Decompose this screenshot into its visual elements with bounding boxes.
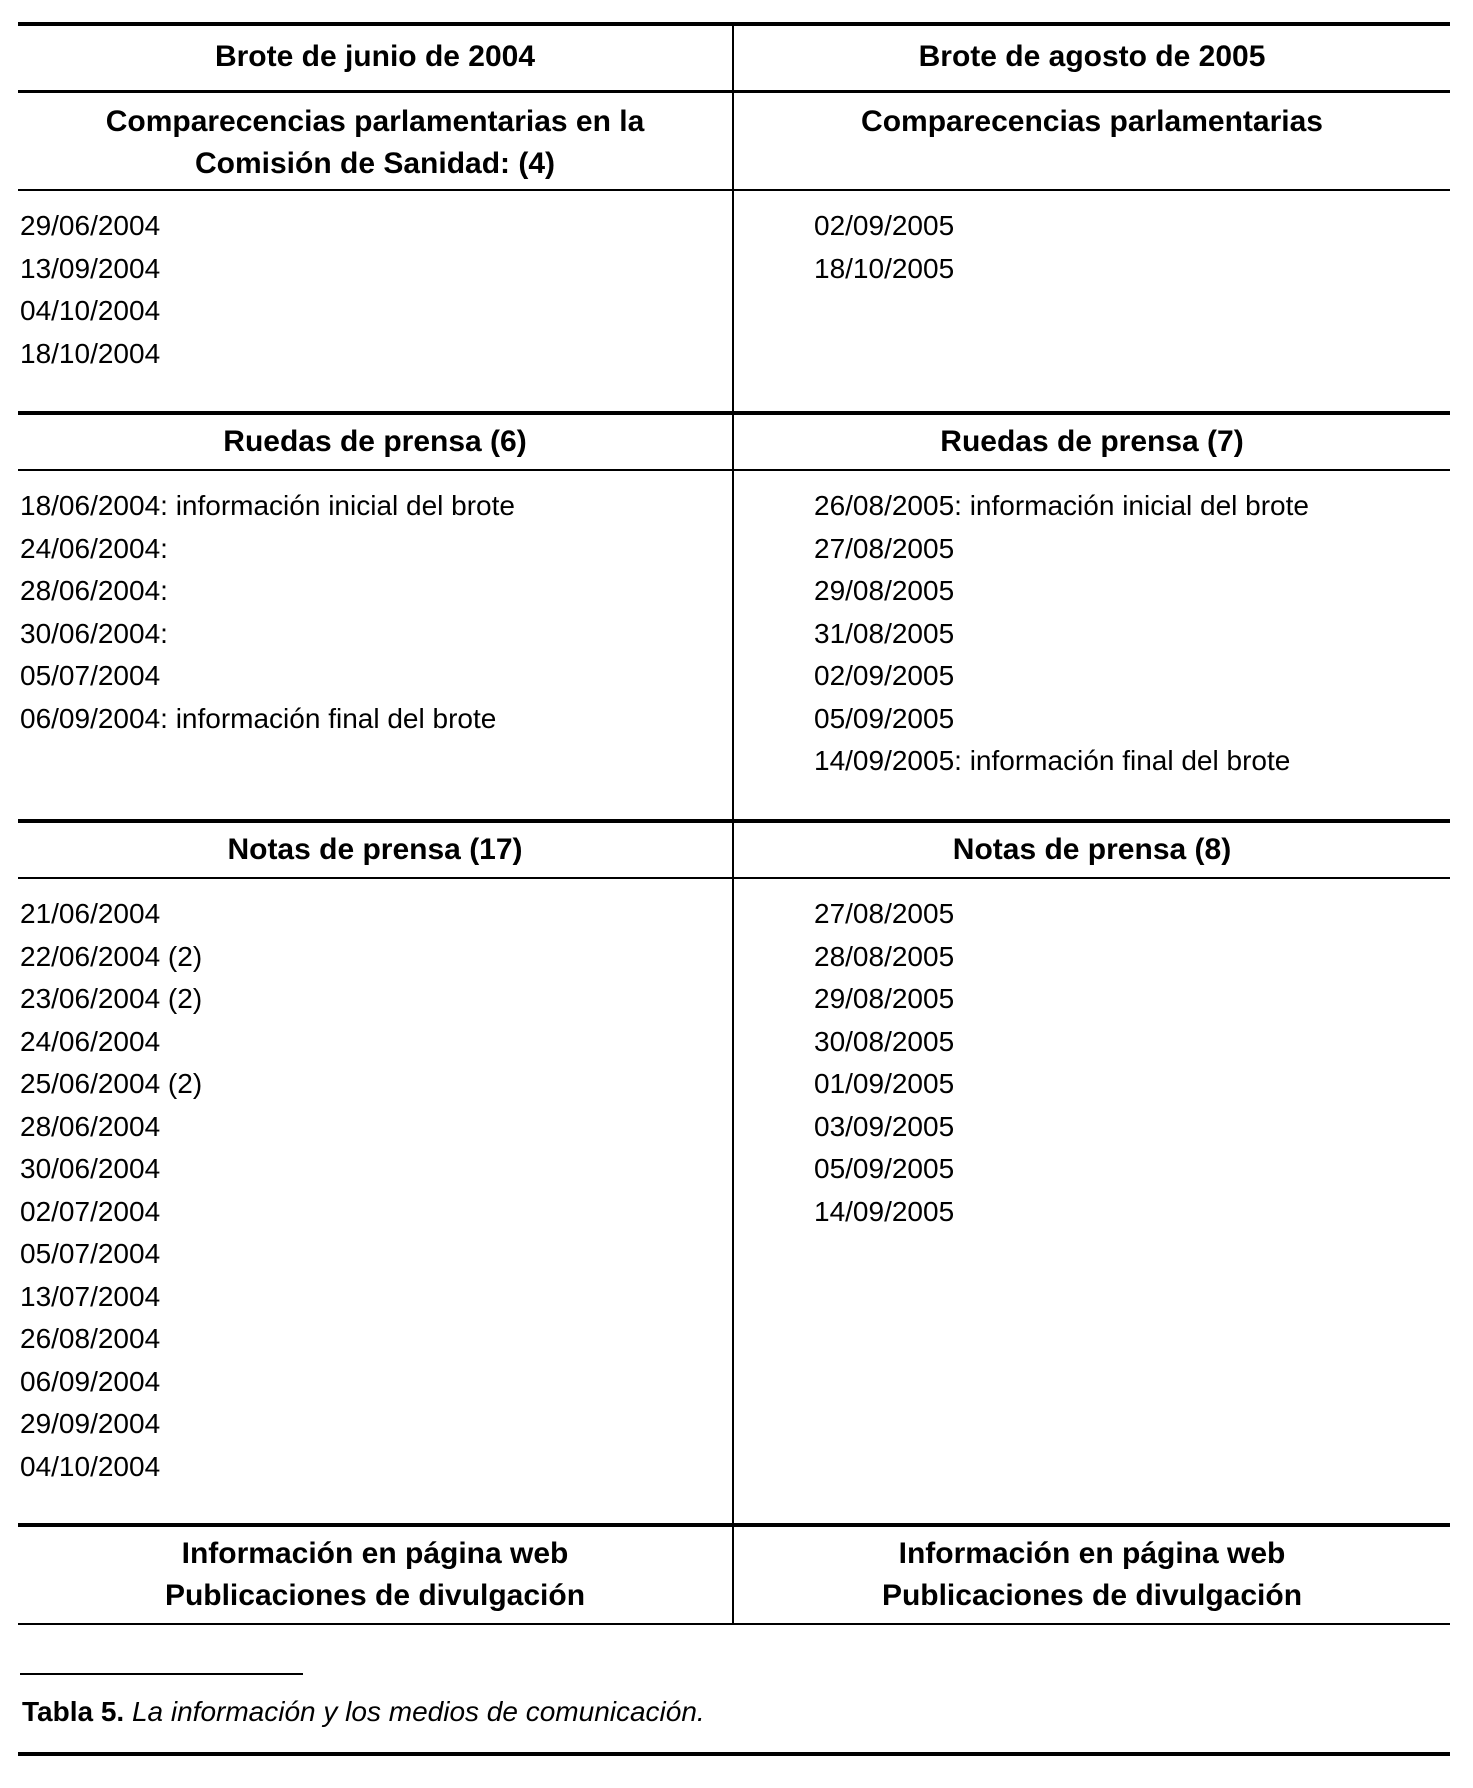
list-item: 30/08/2005 [814, 1025, 955, 1057]
list-item: 14/09/2005: información final del brote [814, 745, 1291, 776]
section-title-comparecencias-2004 [18, 93, 734, 189]
section-title-comparecencias-2005 [734, 93, 1450, 189]
section-title-notas-2004: Notas de prensa (17) [18, 823, 734, 877]
list-item: 06/09/2004: información final del brote [20, 702, 497, 734]
footer-row [18, 1527, 1450, 1625]
list-ruedas-2005 [734, 471, 1450, 819]
list-item: 29/08/2005 [814, 575, 955, 606]
section-title-row-notas [18, 823, 1450, 879]
list-item: 29/06/2004 [20, 210, 161, 241]
caption-text: La información y los medios de comunicación. [131, 1696, 705, 1727]
list-notas-2005 [734, 879, 1450, 1523]
list-item: 01/09/2005 [814, 1068, 955, 1099]
section-body-row-notas [18, 879, 1450, 1527]
list-item: 02/07/2004 [20, 1195, 161, 1227]
list-item: 14/09/2005 [814, 1195, 955, 1227]
list-item: 05/09/2005 [814, 702, 955, 734]
list-item: 02/09/2005 [814, 210, 955, 241]
list-item: 26/08/2005: información inicial del brote [814, 490, 1309, 521]
footer-line: Publicaciones de divulgación [881, 1579, 1303, 1612]
list-item: 18/10/2005 [814, 252, 955, 284]
list-item: 05/07/2004 [20, 660, 161, 691]
header-2005: Brote de agosto de 2005 [918, 40, 1266, 73]
list-comparecencias-2005 [734, 191, 1450, 411]
list-item: 29/08/2005 [814, 983, 955, 1014]
list-item: 05/07/2004 [20, 1238, 161, 1269]
section-title-ruedas-2004: Ruedas de prensa (6) [18, 415, 734, 469]
list-item: 13/09/2004 [20, 252, 161, 284]
section-body-row-comparecencias [18, 191, 1450, 415]
list-item: 24/06/2004 [20, 1025, 161, 1057]
list-comparecencias-2004 [18, 191, 734, 411]
section-title-row-comparecencias [18, 93, 1450, 191]
table-header-row [18, 26, 1450, 93]
section-body-row-ruedas [18, 471, 1450, 823]
table-caption [22, 1692, 705, 1732]
list-item: 28/08/2005 [814, 940, 955, 972]
list-ruedas-2004 [18, 471, 734, 819]
list-item: 22/06/2004 (2) [20, 940, 203, 972]
comparison-table [18, 22, 1450, 1625]
caption-label: Tabla 5. [22, 1696, 125, 1727]
list-item: 24/06/2004: [20, 532, 168, 564]
list-item: 29/09/2004 [20, 1408, 161, 1439]
list-item: 13/07/2004 [20, 1280, 161, 1312]
list-item: 06/09/2004 [20, 1365, 161, 1397]
list-notas-2004 [18, 879, 734, 1523]
header-2004: Brote de junio de 2004 [18, 26, 734, 90]
list-item: 27/08/2005 [814, 898, 955, 929]
list-item: 26/08/2004 [20, 1323, 161, 1354]
list-item: 27/08/2005 [814, 532, 955, 564]
list-item: 21/06/2004 [20, 898, 161, 929]
list-item: 28/06/2004 [20, 1110, 161, 1142]
footer-line: Publicaciones de divulgación [164, 1579, 586, 1612]
list-item: 28/06/2004: [20, 575, 168, 606]
list-item: 23/06/2004 (2) [20, 983, 203, 1014]
list-item: 03/09/2005 [814, 1110, 955, 1142]
footer-line: Información en página web [181, 1537, 569, 1570]
title-line: Comparecencias parlamentarias [861, 105, 1323, 138]
list-item: 30/06/2004: [20, 617, 168, 649]
section-title-ruedas-2005: Ruedas de prensa (7) [940, 425, 1244, 458]
title-line: Comisión de Sanidad: (4) [194, 147, 556, 180]
list-item: 04/10/2004 [20, 295, 161, 326]
list-item: 31/08/2005 [814, 617, 955, 649]
bottom-divider [18, 1752, 1450, 1756]
list-item: 05/09/2005 [814, 1153, 955, 1184]
list-item: 18/10/2004 [20, 337, 161, 369]
list-item: 30/06/2004 [20, 1153, 161, 1184]
footer-2005 [734, 1527, 1450, 1623]
list-item: 25/06/2004 (2) [20, 1068, 203, 1099]
list-item: 02/09/2005 [814, 660, 955, 691]
list-item: 18/06/2004: información inicial del brote [20, 490, 515, 521]
section-title-row-ruedas [18, 415, 1450, 471]
caption-divider [20, 1673, 303, 1675]
section-title-notas-2005: Notas de prensa (8) [952, 833, 1232, 866]
list-item: 04/10/2004 [20, 1450, 161, 1482]
footer-2004 [18, 1527, 734, 1623]
title-line: Comparecencias parlamentarias en la [105, 105, 645, 138]
footer-line: Información en página web [898, 1537, 1286, 1570]
